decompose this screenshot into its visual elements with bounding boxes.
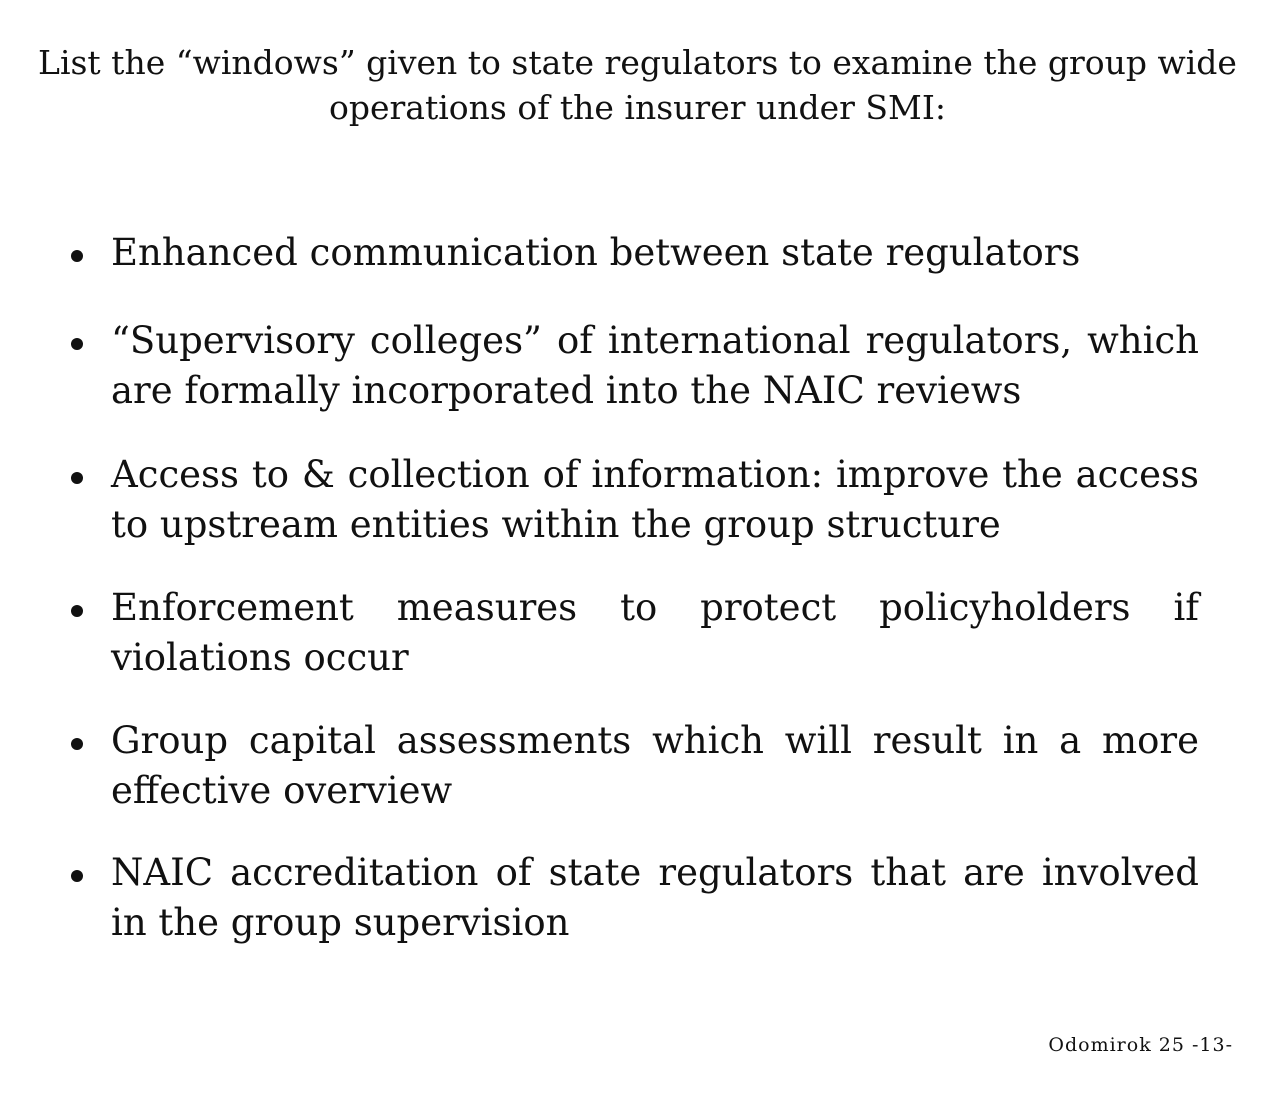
- question-text: List the “windows” given to state regulators to examine the group wide operations of the insurer under SMI:: [38, 43, 1237, 127]
- list-item: [0, 716, 1275, 826]
- list-item: [0, 583, 1275, 693]
- list-item-text: NAIC accreditation of state regulators that are involved in the group supervision: [111, 851, 1199, 944]
- list-item-text: Group capital assessments which will result in a more effective overview: [111, 719, 1199, 812]
- list-item-text: Enhanced communication between state regulators: [111, 231, 1081, 274]
- bullet-icon: [71, 472, 83, 484]
- list-item-text: Enforcement measures to protect policyholders if violations occur: [111, 586, 1199, 679]
- list-item: [0, 450, 1275, 560]
- list-item-text: “Supervisory colleges” of international regulators, which are formally incorporated into the NAIC reviews: [111, 319, 1199, 412]
- list-item: [0, 316, 1275, 426]
- page-footer: Odomirok 25 -13-: [1048, 1034, 1233, 1056]
- list-item: [0, 848, 1275, 958]
- bullet-icon: [71, 338, 83, 350]
- list-item-text: Access to & collection of information: improve the access to upstream entities within the group structure: [111, 453, 1199, 546]
- bullet-icon: [71, 738, 83, 750]
- bullet-icon: [71, 250, 83, 262]
- bullet-icon: [71, 605, 83, 617]
- bullet-icon: [71, 870, 83, 882]
